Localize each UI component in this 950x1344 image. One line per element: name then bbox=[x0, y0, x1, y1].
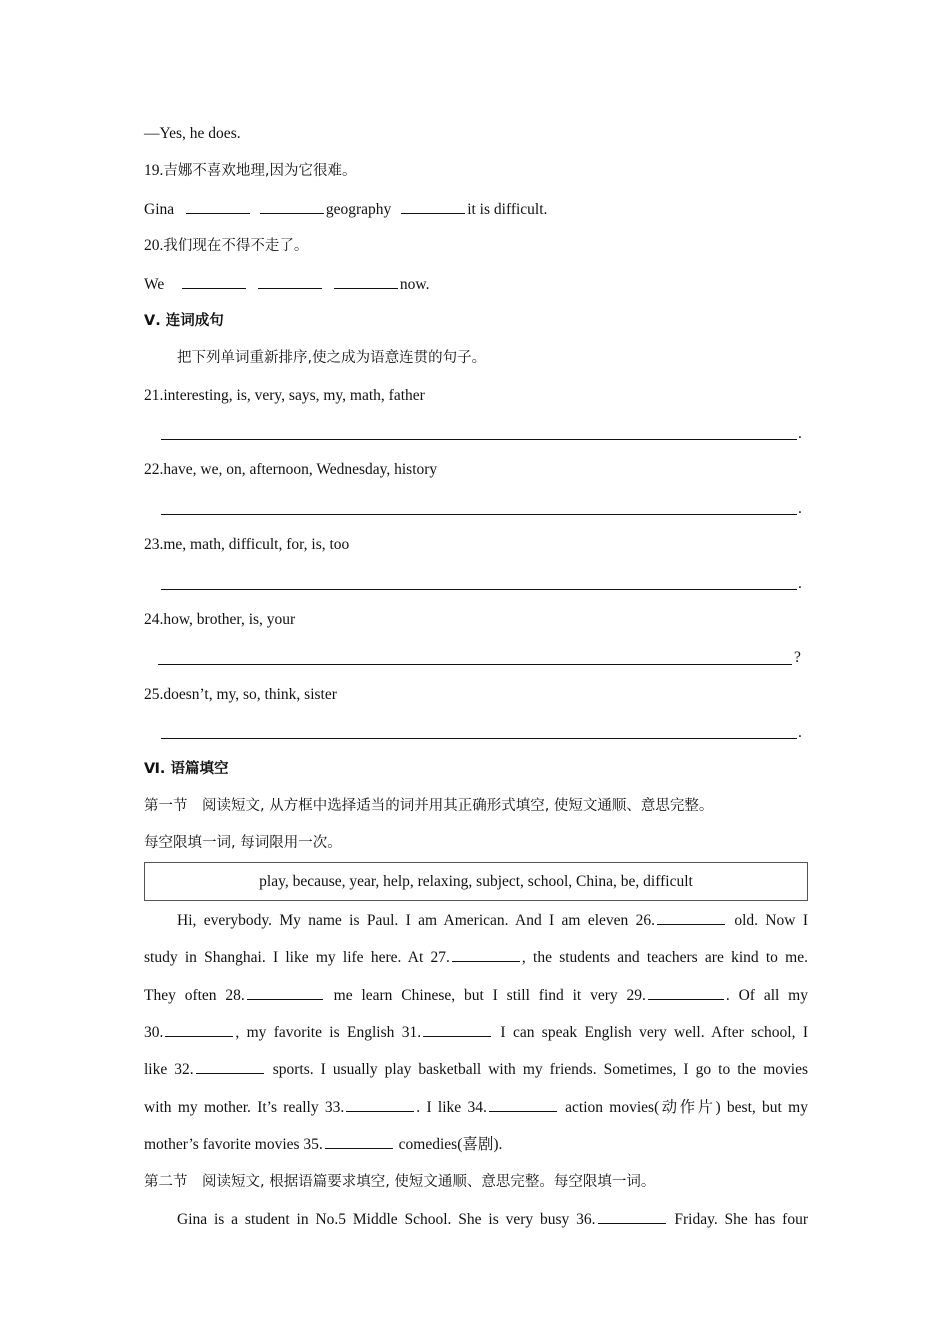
passage-line bbox=[144, 1134, 808, 1155]
section-6-title: Ⅵ. 语篇填空 bbox=[144, 761, 229, 777]
blank-28[interactable] bbox=[247, 985, 323, 1000]
q19-text: 吉娜不喜欢地理,因为它很难。 bbox=[163, 163, 357, 179]
text: They often 28. bbox=[144, 987, 245, 1004]
text: , my favorite is English 31. bbox=[235, 1024, 422, 1041]
text: me learn Chinese, but I still find it very 29. bbox=[324, 987, 646, 1004]
answer-line[interactable] bbox=[161, 589, 797, 590]
answer-line[interactable] bbox=[161, 738, 797, 739]
q20-word: We bbox=[144, 276, 165, 293]
answer-line[interactable] bbox=[161, 514, 797, 515]
part-1-instructions-cont: 每空限填一词, 每词限用一次。 bbox=[144, 835, 342, 851]
text: mother’s favorite movies 35. bbox=[144, 1136, 323, 1153]
blank-33[interactable] bbox=[346, 1097, 414, 1112]
end-punct: . bbox=[798, 724, 802, 741]
blank-31[interactable] bbox=[423, 1022, 491, 1037]
word-box-text: play, because, year, help, relaxing, subject, school, China, be, difficult bbox=[259, 872, 693, 890]
question-19-sentence bbox=[144, 199, 547, 220]
passage-line bbox=[144, 947, 808, 968]
end-punct: . bbox=[798, 500, 802, 517]
item-prompt: 22.have, we, on, afternoon, Wednesday, history bbox=[144, 461, 438, 478]
blank[interactable] bbox=[182, 274, 246, 289]
part-2-instructions: 第二节 阅读短文, 根据语篇要求填空, 使短文通顺、意思完整。每空限填一词。 bbox=[144, 1174, 656, 1190]
end-punct: . bbox=[798, 575, 802, 592]
text: Hi, everybody. My name is Paul. I am American. And I am eleven 26. bbox=[177, 912, 655, 929]
text: , the students and teachers are kind to me. bbox=[521, 949, 808, 966]
blank-36[interactable] bbox=[598, 1209, 666, 1224]
blank[interactable] bbox=[186, 199, 250, 214]
section-5-title: Ⅴ. 连词成句 bbox=[144, 313, 224, 329]
q20-text: 我们现在不得不走了。 bbox=[163, 238, 309, 254]
section-5-instructions: 把下列单词重新排序,使之成为语意连贯的句子。 bbox=[177, 350, 487, 366]
part-1-instructions: 第一节 阅读短文, 从方框中选择适当的词并用其正确形式填空, 使短文通顺、意思完整。 bbox=[144, 798, 714, 814]
text: I can speak English very well. After school, I bbox=[493, 1024, 809, 1041]
blank-30[interactable] bbox=[165, 1022, 233, 1037]
text: old. Now I bbox=[726, 912, 808, 929]
blank-34[interactable] bbox=[489, 1097, 557, 1112]
q19-word: it is difficult. bbox=[467, 201, 548, 218]
text: study in Shanghai. I like my life here. At 27. bbox=[144, 949, 450, 966]
answer-line[interactable] bbox=[158, 664, 792, 665]
blank[interactable] bbox=[334, 274, 398, 289]
text: . Of all my bbox=[725, 987, 808, 1004]
passage-line bbox=[177, 910, 808, 931]
q19-word: geography bbox=[325, 201, 392, 218]
item-prompt: 25.doesn’t, my, so, think, sister bbox=[144, 686, 337, 703]
passage-line bbox=[177, 1209, 808, 1230]
question-19-chinese bbox=[144, 161, 356, 181]
blank-29[interactable] bbox=[648, 985, 724, 1000]
q20-number: 20. bbox=[144, 237, 164, 254]
item-prompt: 24.how, brother, is, your bbox=[144, 611, 296, 628]
question-20-sentence bbox=[144, 274, 429, 295]
blank[interactable] bbox=[260, 199, 324, 214]
answer-line[interactable] bbox=[161, 439, 797, 440]
text: Gina is a student in No.5 Middle School. She is very busy 36. bbox=[177, 1211, 596, 1228]
passage-line bbox=[144, 1097, 808, 1118]
blank[interactable] bbox=[401, 199, 465, 214]
blank-35[interactable] bbox=[325, 1134, 393, 1149]
text: comedies(喜剧). bbox=[394, 1136, 503, 1153]
blank-27[interactable] bbox=[452, 947, 520, 962]
blank-26[interactable] bbox=[657, 910, 725, 925]
text: action movies(动作片) best, but my bbox=[558, 1099, 808, 1116]
item-prompt: 23.me, math, difficult, for, is, too bbox=[144, 536, 350, 553]
passage-line bbox=[144, 1059, 808, 1080]
passage-line bbox=[144, 985, 808, 1006]
end-punct: ? bbox=[794, 649, 801, 666]
q20-word: now. bbox=[399, 276, 430, 293]
text: Friday. She has four bbox=[667, 1211, 808, 1228]
end-punct: . bbox=[798, 425, 802, 442]
word-box bbox=[144, 862, 808, 901]
text: with my mother. It’s really 33. bbox=[144, 1099, 345, 1116]
text: sports. I usually play basketball with my friends. Sometimes, I go to the movies bbox=[265, 1061, 808, 1078]
blank-32[interactable] bbox=[196, 1059, 264, 1074]
text: . I like 34. bbox=[416, 1099, 487, 1116]
question-20-chinese bbox=[144, 236, 308, 256]
passage-line bbox=[144, 1022, 808, 1043]
text: like 32. bbox=[144, 1061, 194, 1078]
blank[interactable] bbox=[258, 274, 322, 289]
q19-number: 19. bbox=[144, 162, 164, 179]
q19-word: Gina bbox=[144, 201, 175, 218]
text: 30. bbox=[144, 1024, 164, 1041]
answer-line: —Yes, he does. bbox=[144, 125, 241, 142]
item-prompt: 21.interesting, is, very, says, my, math, father bbox=[144, 387, 425, 404]
